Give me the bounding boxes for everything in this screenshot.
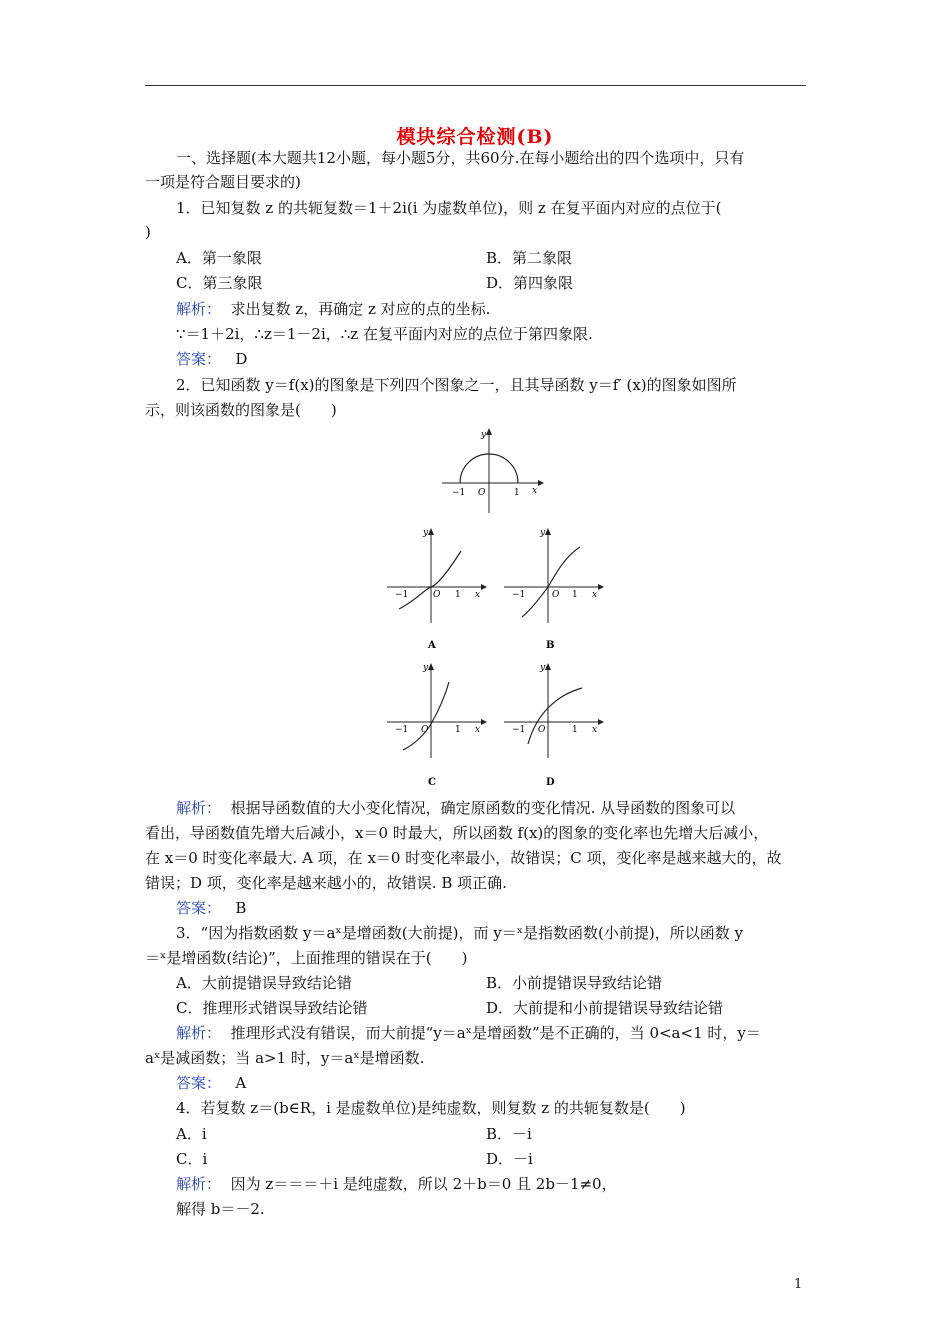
tick-label-neg1: −1 xyxy=(395,590,409,600)
derivative-graph xyxy=(438,425,548,519)
q3-option-a: A．大前提错误导致结论错 xyxy=(176,974,352,992)
q2-answer-value: B xyxy=(235,899,247,917)
axis-label-y: y xyxy=(423,528,429,538)
graph-option-d xyxy=(502,660,612,794)
choice-label-b: B xyxy=(546,640,555,651)
origin-label: O xyxy=(421,725,429,735)
q1-stem-line-2: ) xyxy=(145,223,151,241)
q4-option-d: D．－i xyxy=(486,1150,533,1168)
q1-option-b: B．第二象限 xyxy=(486,249,573,267)
axis-label-x: x xyxy=(475,725,481,735)
q2-analysis-text-1: 根据导函数值的大小变化情况，确定原函数的变化情况. 从导函数的图象可以 xyxy=(230,799,736,817)
origin-label: O xyxy=(433,590,441,600)
tick-label-neg1: −1 xyxy=(395,725,409,735)
intro-line-2: 一项是符合题目要求的) xyxy=(145,173,301,191)
q2-analysis-3: 在 x＝0 时变化率最大. A 项，在 x＝0 时变化率最小，故错误；C 项，变化率是越来越大的，故 xyxy=(145,849,782,867)
q2-analysis-4: 错误；D 项，变化率是越来越小的，故错误. B 项正确. xyxy=(145,874,507,892)
q1-answer-label: 答案： xyxy=(176,350,222,368)
q3-option-c: C．推理形式错误导致结论错 xyxy=(176,999,368,1017)
axis-label-x: x xyxy=(592,590,598,600)
q3-answer-value: A xyxy=(235,1074,247,1092)
tick-label-1: 1 xyxy=(514,488,520,498)
axis-label-y: y xyxy=(481,430,487,440)
axis-label-y: y xyxy=(423,663,429,673)
q4-option-a: A．i xyxy=(176,1125,207,1143)
tick-label-1: 1 xyxy=(572,590,578,600)
axis-label-x: x xyxy=(532,486,538,496)
q1-analysis-1 xyxy=(176,299,490,319)
origin-label: O xyxy=(552,590,560,600)
q4-stem-line-1: 4．若复数 z＝(b∈R，i 是虚数单位)是纯虚数，则复数 z 的共轭复数是( ) xyxy=(176,1099,686,1117)
axis-label-y: y xyxy=(540,528,546,538)
q1-option-a: A．第一象限 xyxy=(176,249,262,267)
page-title: 模块综合检测(B) xyxy=(396,126,554,148)
q2-analysis-2: 看出，导函数值先增大后减小，x＝0 时最大，所以函数 f(x)的图象的变化率也先增大后减小， xyxy=(145,824,769,842)
tick-label-neg1: −1 xyxy=(512,590,526,600)
axis-label-y: y xyxy=(540,663,546,673)
graph-option-b xyxy=(502,525,612,659)
origin-label: O xyxy=(478,488,486,498)
choice-label-c: C xyxy=(428,777,436,788)
q3-stem-line-2: ＝ˣ是增函数(结论)”，上面推理的错误在于( ) xyxy=(145,949,468,967)
q2-analysis-1 xyxy=(176,798,735,818)
q3-analysis-text-1: 推理形式没有错误，而大前提“y＝aˣ是增函数”是不正确的，当 0<a<1 时，y＝ xyxy=(230,1024,761,1042)
graph-option-a xyxy=(385,525,495,659)
q1-answer xyxy=(176,349,247,369)
tick-label-1: 1 xyxy=(455,590,461,600)
tick-label-neg1: −1 xyxy=(452,488,466,498)
q3-analysis-label: 解析： xyxy=(176,1024,222,1042)
choice-label-a: A xyxy=(428,640,436,651)
q2-analysis-label: 解析： xyxy=(176,799,222,817)
q3-analysis-1 xyxy=(176,1023,761,1043)
q3-stem-line-1: 3．“因为指数函数 y＝aˣ是增函数(大前提)，而 y＝ˣ是指数函数(小前提)，所以函数 y xyxy=(176,924,744,942)
axis-label-x: x xyxy=(475,590,481,600)
intro-line-1: 一、选择题(本大题共12小题，每小题5分，共60分.在每小题给出的四个选项中，只有 xyxy=(176,149,745,167)
q2-stem-line-2: 示，则该函数的图象是( ) xyxy=(145,401,337,419)
q4-option-c: C．i xyxy=(176,1150,208,1168)
q4-analysis-label: 解析： xyxy=(176,1175,222,1193)
q1-answer-value: D xyxy=(235,350,248,368)
q4-analysis-2: 解得 b＝－2. xyxy=(176,1200,265,1218)
q1-stem-line-1: 1．已知复数 z 的共轭复数＝1＋2i(i 为虚数单位)，则 z 在复平面内对应的点位于( xyxy=(176,199,722,217)
q2-answer xyxy=(176,898,246,918)
q3-answer xyxy=(176,1073,246,1093)
q1-option-d: D．第四象限 xyxy=(486,274,574,292)
q3-answer-label: 答案： xyxy=(176,1074,222,1092)
q2-stem-line-1: 2．已知函数 y＝f(x)的图象是下列四个图象之一，且其导函数 y＝f′ (x)的图象如图所 xyxy=(176,376,737,394)
tick-label-neg1: −1 xyxy=(512,725,526,735)
q3-analysis-2: aˣ是减函数；当 a>1 时，y＝aˣ是增函数. xyxy=(145,1049,425,1067)
tick-label-1: 1 xyxy=(572,725,578,735)
q4-analysis-1 xyxy=(176,1174,617,1194)
header-rule xyxy=(145,85,806,86)
q1-analysis-label: 解析： xyxy=(176,300,222,318)
q4-analysis-text-1: 因为 z＝＝＝＋i 是纯虚数，所以 2＋b＝0 且 2b－1≠0， xyxy=(230,1175,617,1193)
q1-option-c: C．第三象限 xyxy=(176,274,263,292)
graph-option-c xyxy=(385,660,495,794)
choice-label-d: D xyxy=(546,777,555,788)
tick-label-1: 1 xyxy=(455,725,461,735)
origin-label: O xyxy=(538,725,546,735)
page-number: 1 xyxy=(794,1277,803,1292)
q2-answer-label: 答案： xyxy=(176,899,222,917)
q3-option-d: D．大前提和小前提错误导致结论错 xyxy=(486,999,724,1017)
q1-analysis-text-1: 求出复数 z，再确定 z 对应的点的坐标. xyxy=(230,300,491,318)
q4-option-b: B．－i xyxy=(486,1125,532,1143)
q1-analysis-2: ∵＝1＋2i，∴z＝1－2i，∴z 在复平面内对应的点位于第四象限. xyxy=(176,325,593,343)
axis-label-x: x xyxy=(592,725,598,735)
q3-option-b: B．小前提错误导致结论错 xyxy=(486,974,663,992)
